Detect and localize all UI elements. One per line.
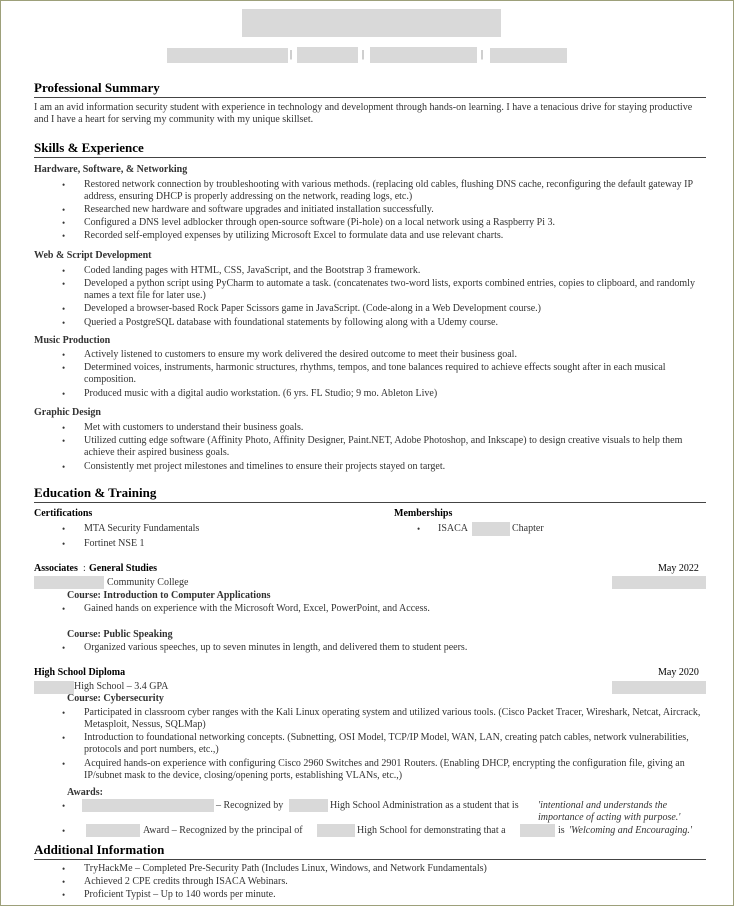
degree-date: May 2022 (658, 563, 699, 574)
bullet: • (62, 826, 66, 836)
bullet: • (62, 423, 66, 433)
bullet: • (62, 318, 66, 328)
header-separator: | (290, 49, 293, 60)
skill-item: Produced music with a digital audio workstation. (6 yrs. FL Studio; 9 mo. Ableton Live) (84, 388, 438, 399)
redacted-college (34, 576, 104, 589)
memberships-heading: Memberships (394, 508, 453, 519)
redacted-award-name (86, 824, 140, 837)
redacted-school (289, 799, 328, 812)
bullet: • (62, 759, 66, 769)
redacted-link (490, 48, 567, 63)
additional-item: TryHackMe – Completed Pre-Security Path (Includes Linux, Windows, and Network Fundamentals) (84, 863, 487, 874)
section-title-skills: Skills & Experience (34, 140, 706, 158)
redacted-chapter (472, 522, 510, 536)
bullet: • (62, 389, 66, 399)
course-title: Course: Public Speaking (67, 629, 173, 640)
bullet: • (62, 279, 66, 289)
membership-item-suffix: Chapter (512, 523, 544, 534)
award1-text-a: – Recognized by (216, 800, 284, 811)
bullet: • (62, 864, 66, 874)
award1-quote: 'intentional and understands the importance of acting with purpose.' (538, 800, 681, 823)
bullet: • (62, 304, 66, 314)
bullet: • (62, 801, 66, 811)
hs-date: May 2020 (658, 667, 699, 678)
bullet: • (62, 708, 66, 718)
certifications-heading: Certifications (34, 508, 93, 519)
skill-item: Configured a DNS level adblocker through open-source software (Pi-hole) on a local network using a Raspberry Pi 3. (84, 217, 555, 228)
skill-item: Actively listened to customers to ensure my work delivered the desired outcome to meet their business goal. (84, 349, 517, 360)
skill-item: Determined voices, instruments, harmonic structures, rhythms, tempos, and tone balances required to achieve effects sought after in each musical composition. (84, 362, 666, 385)
redacted-address (167, 48, 288, 63)
bullet: • (62, 877, 66, 887)
bullet: • (62, 205, 66, 215)
certification-item: Fortinet NSE 1 (84, 538, 145, 549)
degree-label: Associates (34, 563, 78, 574)
degree-colon: : (83, 563, 86, 574)
bullet: • (62, 524, 66, 534)
bullet: • (62, 890, 66, 900)
course-item: Organized various speeches, up to seven minutes in length, and delivered them to student peers. (84, 642, 468, 653)
hs-course-item: Acquired hands-on experience with configuring Cisco 2960 Switches and 2901 Routers. (Enabling DHCP, encrypting the configuration file, giving an IP/subnet mask to the device, closing/opening ports, establishing VLANs, etc.,) (84, 758, 685, 781)
award2-quote: 'Welcoming and Encouraging.' (569, 825, 693, 836)
section-title-summary: Professional Summary (34, 80, 706, 98)
skill-item: Restored network connection by troubleshooting with various methods. (replacing old cables, flushing DNS cache, reconfiguring the default gateway IP address, ensuring DHCP is properly addressing on the network, reading logs, etc.) (84, 179, 693, 202)
bullet: • (62, 643, 66, 653)
award2-text-c: is (558, 825, 565, 836)
skill-group-heading: Graphic Design (34, 407, 101, 418)
redacted-phone (297, 47, 358, 63)
award2-text-a: Award – Recognized by the principal of (143, 825, 303, 836)
section-title-education: Education & Training (34, 485, 706, 503)
school-name: Community College (107, 577, 189, 588)
awards-label: Awards: (67, 787, 103, 798)
header-separator: | (481, 49, 484, 60)
redacted-school (317, 824, 355, 837)
bullet: • (62, 180, 66, 190)
skill-item: Utilized cutting edge software (Affinity Photo, Affinity Designer, Paint.NET, Adobe Photoshop, and Inkscape) to design creative visuals to help them achieve their aspired business goals. (84, 435, 683, 458)
skill-item: Met with customers to understand their business goals. (84, 422, 304, 433)
redacted-email (370, 47, 477, 63)
course-title: Course: Introduction to Computer Applications (67, 590, 271, 601)
hs-school: High School – 3.4 GPA (74, 681, 169, 692)
bullet: • (62, 218, 66, 228)
bullet: • (62, 350, 66, 360)
certification-item: MTA Security Fundamentals (84, 523, 200, 534)
membership-item-prefix: ISACA (438, 523, 469, 534)
bullet: • (62, 231, 66, 241)
skill-group-heading: Hardware, Software, & Networking (34, 164, 188, 175)
award1-text-b: High School Administration as a student that is (330, 800, 519, 811)
hs-course-title: Course: Cybersecurity (67, 693, 164, 704)
bullet: • (62, 604, 66, 614)
header-separator: | (362, 49, 365, 60)
redacted-award-name (82, 799, 214, 812)
bullet: • (62, 462, 66, 472)
redacted-mascot (520, 824, 555, 837)
bullet: • (62, 539, 66, 549)
skill-item: Consistently met project milestones and timelines to ensure their projects stayed on target. (84, 461, 446, 472)
hs-course-item: Participated in classroom cyber ranges with the Kali Linux operating system and utilized various tools. (Cisco Packet Tracer, Wireshark, Netcat, Aircrack, Metasploit, Nessus, SQLMap) (84, 707, 701, 730)
skill-item: Developed a browser-based Rock Paper Scissors game in JavaScript. (Code-along in a Web Development course.) (84, 303, 542, 314)
bullet: • (417, 524, 421, 534)
skill-item: Researched new hardware and software upgrades and initiated installation successfully. (84, 204, 434, 215)
skill-item: Developed a python script using PyCharm to automate a task. (concatenates two-word lists, exports combined entries, copies to clipboard, and randomly names a text file for later use.) (84, 278, 695, 301)
skill-item: Coded landing pages with HTML, CSS, JavaScript, and the Bootstrap 3 framework. (84, 265, 421, 276)
redacted-name (242, 9, 501, 37)
redacted-location (612, 576, 706, 589)
hs-course-item: Introduction to foundational networking concepts. (Subnetting, OSI Model, TCP/IP Model, WAN, LAN, creating patch cables, network vulnerabilities, protocols and port numbers, etc.,) (84, 732, 689, 755)
skill-item: Recorded self-employed expenses by utilizing Microsoft Excel to formulate data and use relevant charts. (84, 230, 504, 241)
course-item: Gained hands on experience with the Microsoft Word, Excel, PowerPoint, and Access. (84, 603, 430, 614)
bullet: • (62, 436, 66, 446)
redacted-location (612, 681, 706, 694)
bullet: • (62, 363, 66, 373)
bullet: • (62, 266, 66, 276)
additional-item: Achieved 2 CPE credits through ISACA Webinars. (84, 876, 288, 887)
summary-text: I am an avid information security student with experience in technology and development through hands-on learning. I have a tenacious drive for staying productive and I have a heart for serving my community with my unique skillset. (34, 102, 693, 125)
skill-group-heading: Music Production (34, 335, 111, 346)
skill-group-heading: Web & Script Development (34, 250, 152, 261)
skill-item: Queried a PostgreSQL database with foundational statements by following along with a Udemy course. (84, 317, 498, 328)
hs-degree: High School Diploma (34, 667, 126, 678)
bullet: • (62, 733, 66, 743)
degree-field: General Studies (89, 563, 158, 574)
section-title-additional: Additional Information (34, 842, 706, 860)
additional-item: Proficient Typist – Up to 140 words per minute. (84, 889, 276, 900)
award2-text-b: High School for demonstrating that a (357, 825, 506, 836)
